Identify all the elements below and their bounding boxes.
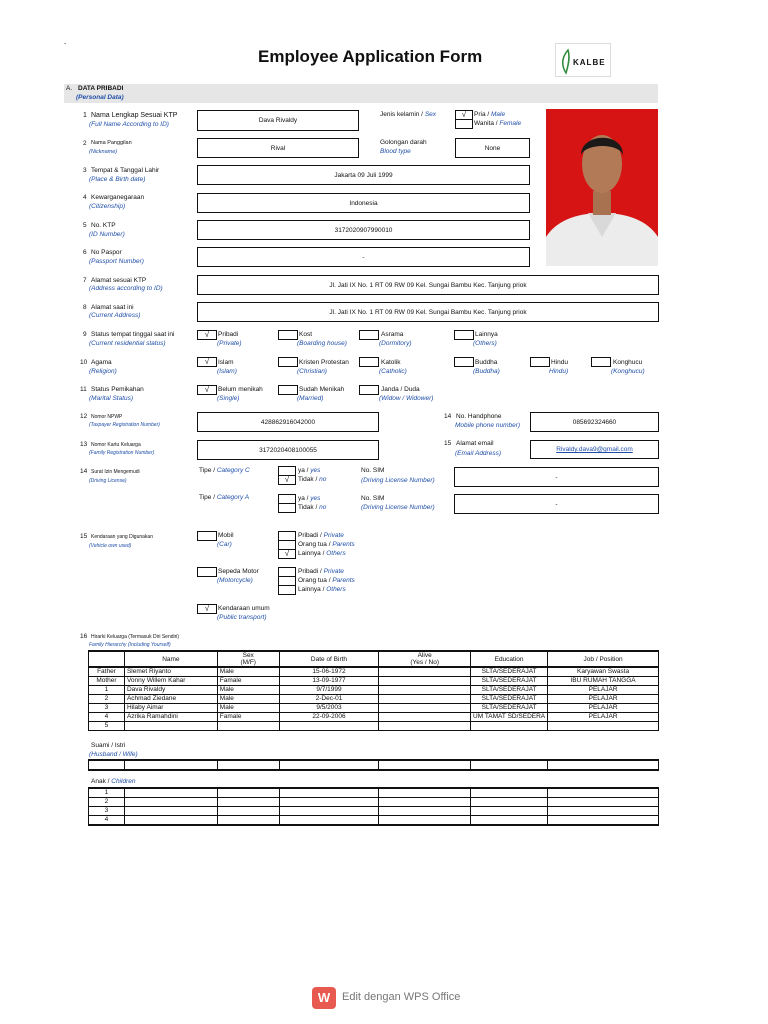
family-cell[interactable]: PELAJAR: [548, 695, 659, 704]
license-c-no-checkbox[interactable]: √: [278, 475, 296, 485]
family-relation-cell: 1: [89, 686, 125, 695]
child-cell[interactable]: [124, 788, 217, 798]
blood-label: Golongan darah: [380, 139, 427, 146]
family-cell[interactable]: Slemet Riyanto: [124, 667, 217, 677]
religion-buddha-checkbox[interactable]: [454, 357, 474, 367]
blood-sub: Blood type: [380, 148, 411, 155]
family-cell[interactable]: SLTA/SEDERAJAT: [471, 704, 548, 713]
religion-catholic-sub: (Catholic): [379, 368, 407, 375]
residence-dormitory-sub: (Dormitory): [379, 340, 412, 347]
child-cell[interactable]: [471, 807, 548, 816]
family-cell[interactable]: [379, 667, 471, 677]
child-cell[interactable]: [471, 788, 548, 798]
family-cell[interactable]: Male: [217, 667, 279, 677]
field5-sub: (ID Number): [89, 231, 125, 238]
birth-field[interactable]: Jakarta 09 Juli 1999: [197, 165, 530, 185]
spouse-cell[interactable]: [471, 760, 548, 770]
vehicle-car-label: Mobil: [218, 532, 234, 539]
wps-logo-icon[interactable]: W: [312, 987, 336, 1009]
section-letter: A.: [66, 85, 73, 92]
field15-email-label: Alamat email: [456, 440, 494, 447]
residence-private-checkbox[interactable]: √: [197, 330, 217, 340]
field15-email-sub: (Email Address): [455, 450, 501, 457]
family-relation-cell: 3: [89, 704, 125, 713]
marital-widow-label: Janda / Duda: [381, 386, 420, 393]
family-relation-cell: 2: [89, 695, 125, 704]
residence-private-sub: (Private): [217, 340, 242, 347]
field16-sub: Family Hierarchy (Including Yourself): [89, 642, 171, 648]
wps-edit-link[interactable]: Edit dengan WPS Office: [342, 991, 461, 1003]
field5-num: 5: [83, 222, 87, 229]
license-c-number-field[interactable]: -: [454, 467, 659, 487]
residence-boarding-checkbox[interactable]: [278, 330, 298, 340]
child-cell[interactable]: [217, 807, 279, 816]
phone-field[interactable]: 085692324660: [530, 412, 659, 432]
residence-dormitory-label: Asrama: [381, 331, 404, 338]
child-cell[interactable]: [548, 816, 659, 826]
id-address-field[interactable]: Jl. Jati IX No. 1 RT 09 RW 09 Kel. Sungai Bambu Kec. Tanjung priok: [197, 275, 659, 295]
vehicle-motorcycle-label: Sepeda Motor: [218, 568, 259, 575]
field6-label: No Paspor: [91, 249, 122, 256]
family-cell[interactable]: [379, 686, 471, 695]
license-a-yes-label: ya / yes: [298, 495, 321, 502]
family-cell[interactable]: SLTA/SEDERAJAT: [471, 695, 548, 704]
family-header-row: [89, 651, 659, 667]
table-row: [89, 695, 659, 704]
child-cell[interactable]: [471, 816, 548, 826]
female-checkbox[interactable]: [455, 119, 473, 129]
kalbe-logo-text: KALBE: [573, 58, 606, 67]
religion-islam-sub: (Islam): [217, 368, 237, 375]
moto-parents-checkbox[interactable]: [278, 576, 296, 585]
field4-label: Kewarganegaraan: [91, 194, 145, 201]
residence-private-label: Pribadi: [218, 331, 239, 338]
field6-num: 6: [83, 249, 87, 256]
family-cell[interactable]: Achmad Ziedane: [124, 695, 217, 704]
child-cell[interactable]: [548, 788, 659, 798]
field15v-sub: (Vehicle own used): [89, 543, 132, 549]
family-cell[interactable]: Famale: [217, 677, 279, 686]
child-row: [89, 816, 659, 826]
id-number-field[interactable]: 3172020907990010: [197, 220, 530, 240]
car-parents-label: Orang tua / Parents: [298, 541, 355, 548]
family-cell[interactable]: UM TAMAT SD/SEDERA: [471, 713, 548, 722]
field1-sub: (Full Name According to ID): [89, 121, 169, 128]
field12-label: Nomor NPWP: [91, 414, 123, 420]
field14-num: 14: [444, 413, 452, 420]
child-cell[interactable]: [279, 798, 379, 807]
children-table: [88, 787, 659, 826]
form-title: Employee Application Form: [258, 47, 483, 66]
license-c-yes-checkbox[interactable]: [278, 466, 296, 475]
passport-field[interactable]: -: [197, 247, 530, 267]
child-cell[interactable]: [379, 798, 471, 807]
spouse-row: [89, 760, 659, 770]
residence-others-sub: (Others): [473, 340, 497, 347]
car-others-checkbox[interactable]: √: [278, 549, 296, 559]
kalbe-leaf-icon: [559, 47, 573, 75]
child-cell[interactable]: [279, 807, 379, 816]
religion-konghucu-label: Konghucu: [613, 359, 643, 366]
religion-hindu-label: Hindu: [551, 359, 568, 366]
child-cell[interactable]: [548, 807, 659, 816]
field3-label: Tempat & Tanggal Lahir: [91, 167, 160, 174]
spouse-sub: (Husband / Wife): [89, 751, 138, 758]
field1-num: 1: [83, 112, 87, 119]
table-row: [89, 704, 659, 713]
marital-widow-sub: (Widow / Widower): [379, 395, 434, 402]
family-cell[interactable]: 22-09-2006: [279, 713, 379, 722]
family-cell[interactable]: [471, 722, 548, 731]
marital-married-checkbox[interactable]: [278, 385, 298, 395]
child-number-cell: 4: [89, 816, 125, 826]
field2-num: 2: [83, 140, 87, 147]
family-cell[interactable]: 9/5/2003: [279, 704, 379, 713]
applicant-photo: [546, 109, 658, 266]
field11-label: Status Pemikahan: [91, 386, 144, 393]
license-c-no-label: Tidak / no: [298, 476, 327, 483]
current-address-field[interactable]: Jl. Jati IX No. 1 RT 09 RW 09 Kel. Sungai Bambu Kec. Tanjung priok: [197, 302, 659, 322]
license-a-sim-sub: (Driving License Number): [361, 504, 435, 511]
religion-catholic-checkbox[interactable]: [359, 357, 379, 367]
children-label: Anak / Children: [91, 778, 136, 785]
field4-sub: (Citizenship): [89, 203, 126, 210]
field14-label: No. Handphone: [456, 413, 502, 420]
vehicle-public-sub: (Public transport): [217, 614, 267, 621]
family-header-cell: Sex (M/F): [217, 651, 279, 667]
person-silhouette-icon: [546, 109, 658, 266]
family-cell[interactable]: 2-Dec-01: [279, 695, 379, 704]
family-cell[interactable]: Azrika Ramahdini: [124, 713, 217, 722]
nickname-field[interactable]: Rival: [197, 138, 359, 158]
field8-sub: (Current Address): [89, 312, 141, 319]
full-name-field[interactable]: Dava Rivaldy: [197, 110, 359, 131]
spouse-cell[interactable]: [89, 760, 125, 770]
field8-label: Alamat saat ini: [91, 304, 134, 311]
family-cell[interactable]: SLTA/SEDERAJAT: [471, 686, 548, 695]
child-cell[interactable]: [471, 798, 548, 807]
table-row: [89, 713, 659, 722]
moto-others-checkbox[interactable]: [278, 585, 296, 595]
field4-num: 4: [83, 194, 87, 201]
child-cell[interactable]: [217, 788, 279, 798]
family-cell[interactable]: [548, 722, 659, 731]
field15v-num: 15: [80, 533, 88, 540]
family-cell[interactable]: Male: [217, 704, 279, 713]
marital-single-label: Belum menikah: [218, 386, 263, 393]
family-relation-cell: Father: [89, 667, 125, 677]
family-header-cell: Name: [124, 651, 217, 667]
field16-num: 16: [80, 633, 88, 640]
header-tick: -: [64, 40, 67, 47]
child-cell[interactable]: [217, 816, 279, 826]
license-a-no-label: Tidak / no: [298, 504, 327, 511]
car-private-checkbox[interactable]: [278, 531, 296, 540]
family-cell[interactable]: SLTA/SEDERAJAT: [471, 667, 548, 677]
field7-num: 7: [83, 277, 87, 284]
child-row: [89, 807, 659, 816]
field14s-num: 14: [80, 468, 88, 475]
car-private-label: Pribadi / Private: [298, 532, 344, 539]
field11-num: 11: [80, 386, 87, 393]
table-row: [89, 686, 659, 695]
religion-christian-checkbox[interactable]: [278, 357, 298, 367]
family-cell[interactable]: 13-09-1977: [279, 677, 379, 686]
family-cell[interactable]: [379, 695, 471, 704]
field2-label: Nama Panggilan: [91, 140, 132, 146]
child-cell[interactable]: [124, 798, 217, 807]
child-cell[interactable]: [279, 788, 379, 798]
residence-boarding-label: Kost: [299, 331, 313, 338]
section-a-bar: [64, 84, 658, 103]
field13-label: Nomor Kartu Keluarga: [91, 442, 141, 448]
field2-sub: (Nickname): [89, 149, 118, 155]
spouse-label: Suami / Istri: [91, 742, 126, 749]
child-row: [89, 798, 659, 807]
family-cell[interactable]: [379, 704, 471, 713]
family-cell[interactable]: Vonny Willem Kahar: [124, 677, 217, 686]
family-cell[interactable]: [217, 722, 279, 731]
kalbe-logo: [555, 43, 611, 77]
family-cell[interactable]: SLTA/SEDERAJAT: [471, 677, 548, 686]
spouse-cell[interactable]: [279, 760, 379, 770]
field6-sub: (Passport Number): [89, 258, 144, 265]
license-c-yes-label: ya / yes: [298, 467, 321, 474]
field16-label: Hirarki Keluarga (Termasuk Diri Sendiri): [91, 634, 180, 640]
field14-sub: Mobile phone number): [455, 422, 521, 429]
residence-others-label: Lainnya: [475, 331, 498, 338]
field11-sub: (Marital Status): [89, 395, 134, 402]
residence-others-checkbox[interactable]: [454, 330, 474, 340]
child-cell[interactable]: [379, 788, 471, 798]
family-relation-cell: Mother: [89, 677, 125, 686]
religion-christian-sub: (Christian): [297, 368, 327, 375]
family-cell[interactable]: Male: [217, 686, 279, 695]
family-cell[interactable]: [379, 677, 471, 686]
child-number-cell: 3: [89, 807, 125, 816]
residence-dormitory-checkbox[interactable]: [359, 330, 379, 340]
family-cell[interactable]: [379, 722, 471, 731]
vehicle-motorcycle-checkbox[interactable]: [197, 567, 217, 577]
family-table: [88, 650, 659, 731]
vehicle-public-label: Kendaraan umum: [218, 605, 270, 612]
child-cell[interactable]: [379, 816, 471, 826]
religion-islam-label: Islam: [218, 359, 234, 366]
spouse-cell[interactable]: [124, 760, 217, 770]
family-cell[interactable]: PELAJAR: [548, 704, 659, 713]
child-cell[interactable]: [217, 798, 279, 807]
family-cell[interactable]: PELAJAR: [548, 713, 659, 722]
license-a-yes-checkbox[interactable]: [278, 494, 296, 503]
license-a-number-field[interactable]: -: [454, 494, 659, 514]
moto-private-label: Pribadi / Private: [298, 568, 344, 575]
vehicle-car-checkbox[interactable]: [197, 531, 217, 541]
family-cell[interactable]: Dava Rivaldy: [124, 686, 217, 695]
male-label: Pria / Male: [474, 111, 506, 118]
family-relation-cell: 5: [89, 722, 125, 731]
car-parents-checkbox[interactable]: [278, 540, 296, 549]
child-cell[interactable]: [548, 798, 659, 807]
sex-label: Jenis kelamin / Sex: [380, 111, 437, 118]
field13-sub: (Family Registration Number): [89, 450, 155, 456]
field10-num: 10: [80, 359, 88, 366]
table-row: [89, 667, 659, 677]
marital-single-checkbox[interactable]: √: [197, 385, 217, 395]
female-label: Wanita / Female: [474, 120, 522, 127]
table-row: [89, 677, 659, 686]
family-cell[interactable]: 9/7/1999: [279, 686, 379, 695]
field8-num: 8: [83, 304, 87, 311]
spouse-cell[interactable]: [379, 760, 471, 770]
religion-buddha-label: Buddha: [475, 359, 498, 366]
field14s-sub: (Driving License): [89, 478, 127, 484]
field7-label: Alamat sesuai KTP: [91, 277, 147, 284]
family-cell[interactable]: IBU RUMAH TANGGA: [548, 677, 659, 686]
field12-sub: (Taxpayer Registration Number): [89, 422, 160, 428]
field10-sub: (Religion): [89, 368, 117, 375]
field13-num: 13: [80, 441, 88, 448]
child-number-cell: 1: [89, 788, 125, 798]
field15v-label: Kendaraan yang Digunakan: [91, 534, 153, 540]
religion-hindu-sub: Hindu): [549, 368, 569, 375]
spouse-cell[interactable]: [548, 760, 659, 770]
child-cell[interactable]: [124, 816, 217, 826]
table-row: [89, 722, 659, 731]
religion-catholic-label: Katolik: [381, 359, 401, 366]
child-cell[interactable]: [379, 807, 471, 816]
family-cell[interactable]: PELAJAR: [548, 686, 659, 695]
moto-others-label: Lainnya / Others: [298, 586, 346, 593]
field15-email-num: 15: [444, 440, 452, 447]
license-a-no-checkbox[interactable]: [278, 503, 296, 513]
male-checkbox[interactable]: √: [455, 110, 473, 119]
license-c-sim-label: No. SIM: [361, 467, 385, 474]
npwp-field[interactable]: 428862916042000: [197, 412, 379, 432]
spouse-cell[interactable]: [217, 760, 279, 770]
moto-parents-label: Orang tua / Parents: [298, 577, 355, 584]
religion-buddha-sub: (Buddha): [473, 368, 500, 375]
spouse-table: [88, 759, 659, 771]
family-cell[interactable]: [124, 722, 217, 731]
marital-married-sub: (Married): [297, 395, 324, 402]
family-cell[interactable]: [279, 722, 379, 731]
family-card-field[interactable]: 3172020408100055: [197, 440, 379, 460]
child-number-cell: 2: [89, 798, 125, 807]
section-subtitle: (Personal Data): [76, 94, 124, 101]
family-cell[interactable]: 15-06-1972: [279, 667, 379, 677]
family-relation-cell: 4: [89, 713, 125, 722]
family-header-cell: Alive (Yes / No): [379, 651, 471, 667]
license-a-type: Tipe / Category A: [199, 494, 250, 501]
field3-num: 3: [83, 167, 87, 174]
child-cell[interactable]: [124, 807, 217, 816]
section-title: DATA PRIBADI: [78, 85, 124, 92]
family-cell[interactable]: [379, 713, 471, 722]
vehicle-motorcycle-sub: (Motorcycle): [217, 577, 253, 584]
email-field[interactable]: Rivaldy.dava9@gmail.com: [530, 440, 659, 459]
field5-label: No. KTP: [91, 222, 116, 229]
field3-sub: (Place & Birth date): [89, 176, 146, 183]
religion-islam-checkbox[interactable]: √: [197, 357, 217, 367]
license-c-sim-sub: (Driving License Number): [361, 477, 435, 484]
marital-married-label: Sudah Menikah: [299, 386, 345, 393]
field14s-label: Surat Izin Mengemudi: [91, 469, 140, 475]
citizenship-field[interactable]: Indonesia: [197, 193, 530, 213]
family-header-cell: [89, 651, 125, 667]
vehicle-public-checkbox[interactable]: √: [197, 604, 217, 614]
religion-konghucu-checkbox[interactable]: [591, 357, 611, 367]
child-row: [89, 788, 659, 798]
family-cell[interactable]: Karyawan Swasta: [548, 667, 659, 677]
religion-konghucu-sub: (Konghucu): [611, 368, 645, 375]
field9-label: Status tempat tinggal saat ini: [91, 331, 175, 338]
field9-sub: (Current residential status): [89, 340, 166, 347]
moto-private-checkbox[interactable]: [278, 567, 296, 576]
religion-christian-label: Kristen Protestan: [299, 359, 349, 366]
child-cell[interactable]: [279, 816, 379, 826]
marital-single-sub: (Single): [217, 395, 240, 402]
field1-label: Nama Lengkap Sesuai KTP: [91, 112, 178, 119]
family-cell[interactable]: Male: [217, 695, 279, 704]
license-c-type: Tipe / Category C: [199, 467, 250, 474]
license-a-sim-label: No. SIM: [361, 495, 385, 502]
family-header-cell: Education: [471, 651, 548, 667]
religion-hindu-checkbox[interactable]: [530, 357, 550, 367]
blood-type-field[interactable]: None: [455, 138, 530, 158]
family-cell[interactable]: Famale: [217, 713, 279, 722]
vehicle-car-sub: (Car): [217, 541, 232, 548]
family-header-cell: Job / Position: [548, 651, 659, 667]
marital-widow-checkbox[interactable]: [359, 385, 379, 395]
family-cell[interactable]: Hilaby Aimar: [124, 704, 217, 713]
field9-num: 9: [83, 331, 87, 338]
residence-boarding-sub: (Boarding house): [297, 340, 347, 347]
field12-num: 12: [80, 413, 88, 420]
field7-sub: (Address according to ID): [89, 285, 163, 292]
field10-label: Agama: [91, 359, 112, 366]
car-others-label: Lainnya / Others: [298, 550, 346, 557]
family-header-cell: Date of Birth: [279, 651, 379, 667]
